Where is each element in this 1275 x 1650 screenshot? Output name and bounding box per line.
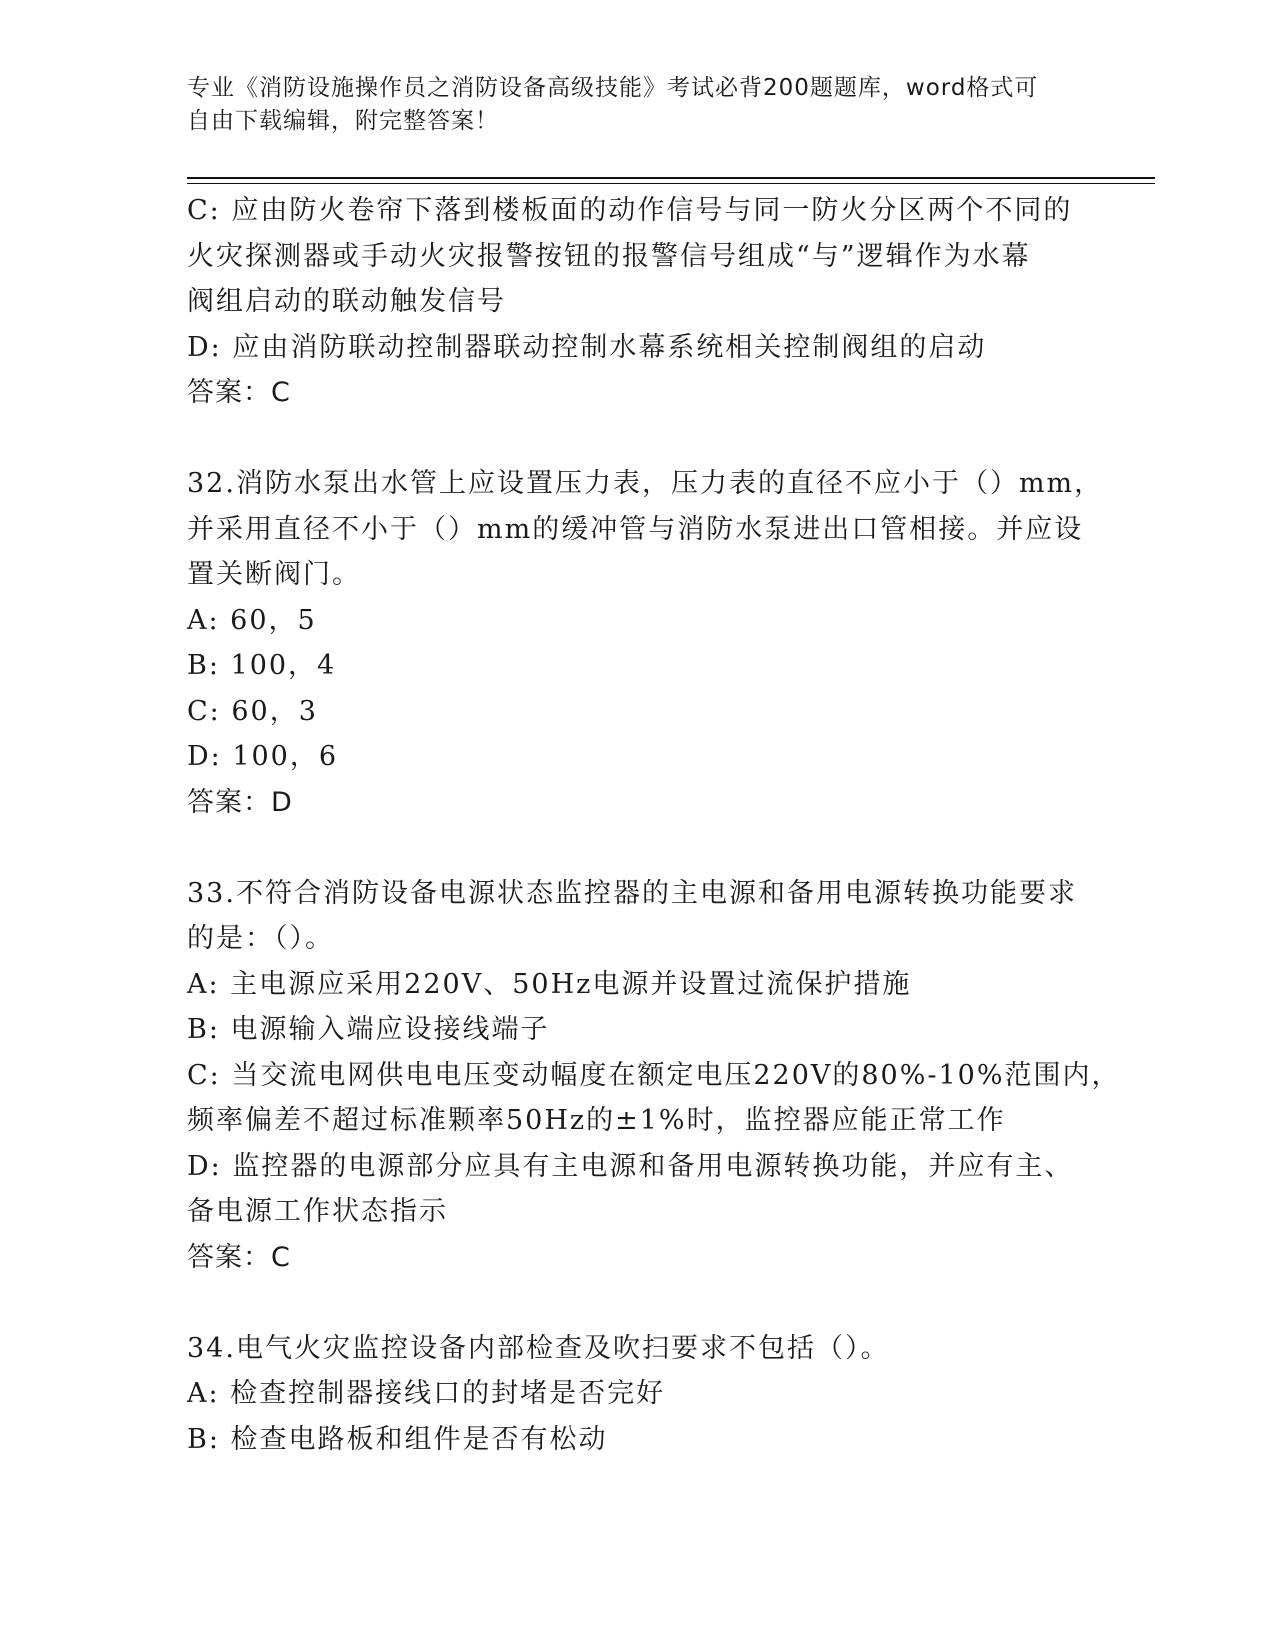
spacer (187, 1280, 1087, 1326)
option-d: D: 100，6 (187, 741, 339, 772)
document-header (187, 72, 1087, 138)
header-divider-thick (187, 177, 1155, 179)
question-stem-line-2: 并采用直径不小于（）mm的缓冲管与消防水泵进出口管相接。并应设 (187, 513, 1084, 545)
option-b: B: 电源输入端应设接线端子 (187, 1014, 550, 1045)
spacer (187, 416, 1087, 462)
option-d-line-2: 备电源工作状态指示 (187, 1196, 448, 1227)
option-b: B: 100，4 (187, 650, 337, 681)
option-c-line-2: 频率偏差不超过标准颗率50Hz的±1%时，监控器应能正常工作 (187, 1105, 1006, 1136)
question-stem-line-2: 的是：（）。 (187, 923, 334, 954)
option-c: C: 60，3 (187, 695, 318, 727)
option-b: B: 检查电路板和组件是否有松动 (187, 1423, 608, 1455)
option-c-line-1: C: 应由防火卷帘下落到楼板面的动作信号与同一防火分区两个不同的 (187, 195, 1073, 226)
option-c-line-3: 阀组启动的联动触发信号 (187, 286, 506, 317)
header-line-2: 自由下载编辑，附完整答案！ (187, 108, 499, 134)
question-32 (187, 461, 1104, 825)
answer: 答案：D (187, 786, 293, 818)
option-c-line-2: 火灾探测器或手动火灾报警按钮的报警信号组成“与”逻辑作为水幕 (187, 240, 1031, 272)
question-stem-line-1: 34.电气火灾监控设备内部检查及吹扫要求不包括（）。 (187, 1332, 890, 1364)
option-a: A: 检查控制器接线口的封堵是否完好 (187, 1378, 666, 1409)
question-33 (187, 871, 1121, 1281)
question-stem-line-1: 32.消防水泵出水管上应设置压力表，压力表的直径不应小于（）mm， (187, 468, 1104, 499)
answer: 答案：C (187, 377, 291, 408)
header-line-1: 专业《消防设施操作员之消防设备高级技能》考试必背200题题库，word格式可 (187, 75, 1039, 101)
question-31-tail (187, 188, 1087, 416)
option-d: D: 应由消防联动控制器联动控制水幕系统相关控制阀组的启动 (187, 331, 987, 363)
option-a: A: 60，5 (187, 604, 317, 636)
question-stem-line-3: 置关断阀门。 (187, 559, 361, 590)
question-content (187, 188, 1121, 1462)
question-stem-line-1: 33.不符合消防设备电源状态监控器的主电源和备用电源转换功能要求 (187, 877, 1077, 909)
answer: 答案：C (187, 1241, 291, 1273)
question-34 (187, 1326, 1087, 1463)
option-d-line-1: D: 监控器的电源部分应具有主电源和备用电源转换功能，并应有主、 (187, 1150, 1074, 1182)
option-c-line-1: C: 当交流电网供电电压变动幅度在额定电压220V的80%-10%范围内， (187, 1059, 1121, 1091)
option-a: A: 主电源应采用220V、50Hz电源并设置过流保护措施 (187, 968, 912, 1000)
header-divider-thin (187, 183, 1155, 184)
spacer (187, 825, 1087, 871)
